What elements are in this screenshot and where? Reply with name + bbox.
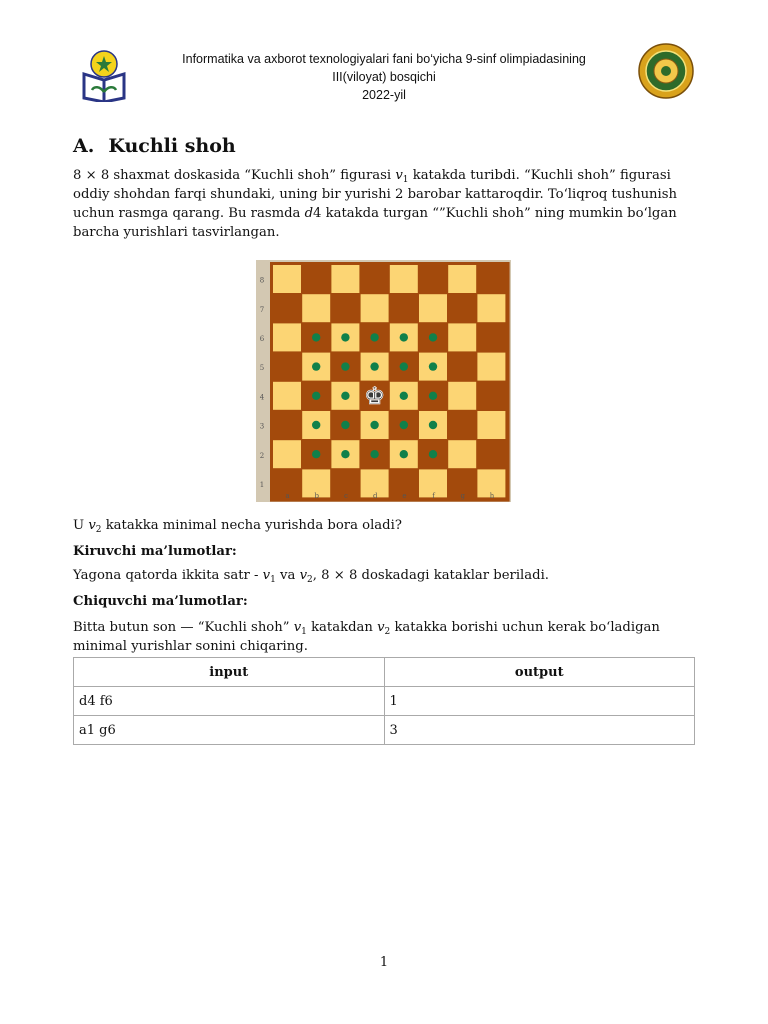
table-cell-output: 1: [384, 687, 695, 716]
square-h2: [477, 440, 505, 468]
question-text-2: katakka minimal necha yurishda bora oladi?: [101, 518, 402, 533]
input-heading: Kiruvchi ma’lumotlar:: [73, 544, 237, 559]
square-b7: [302, 294, 330, 322]
header-text: [140, 50, 628, 104]
square-a4: [273, 382, 301, 410]
square-h7: [477, 294, 505, 322]
square-a7: [273, 294, 301, 322]
question-text-1: U: [73, 518, 89, 533]
square-h8: [477, 265, 505, 293]
output-description: [73, 618, 695, 656]
table-cell-input: d4 f6: [74, 687, 385, 716]
move-dot-f6: [429, 333, 437, 341]
input-text-2: va: [275, 568, 300, 583]
var-v1: v: [395, 168, 403, 183]
rank-label: 2: [259, 451, 265, 460]
output-heading: Chiquvchi ma’lumotlar:: [73, 594, 248, 609]
move-dot-e4: [400, 392, 408, 400]
var-v2: v: [88, 518, 96, 533]
rank-label: 7: [259, 305, 265, 314]
page-number: 1: [379, 955, 389, 970]
output-var-v1-sub: 1: [301, 627, 307, 637]
output-text-1: Bitta butun son — “Kuchli shoh”: [73, 620, 294, 635]
move-dot-d2: [370, 450, 378, 458]
move-dot-b5: [312, 362, 320, 370]
square-g7: [448, 294, 476, 322]
file-label: b: [314, 492, 320, 500]
square-c8: [331, 265, 359, 293]
table-header-row: [74, 658, 695, 687]
examples-table: [73, 657, 695, 745]
input-var-v2: v: [299, 568, 308, 583]
move-dot-e3: [400, 421, 408, 429]
move-dot-c5: [341, 362, 349, 370]
square-g4: [448, 382, 476, 410]
table-cell-output: 3: [384, 716, 695, 745]
square-f7: [419, 294, 447, 322]
square-h5: [477, 353, 505, 381]
input-description: [73, 566, 695, 585]
table-row: [74, 687, 695, 716]
statement-text-1: 8 × 8 shaxmat doskasida “Kuchli shoh” figurasi: [73, 168, 396, 183]
school-book-logo-icon: [80, 48, 128, 102]
rank-label: 3: [259, 422, 265, 431]
rank-label: 4: [259, 393, 265, 402]
input-text-3: , 8 × 8 doskadagi kataklar beriladi.: [312, 568, 549, 583]
statement-text-3: katakda turgan “”Kuchli shoh” ning mumkin bo‘lgan barcha yurishlari tasvirlangan.: [73, 206, 677, 240]
rank-label: 8: [259, 276, 265, 285]
square-a8: [273, 265, 301, 293]
file-label: g: [460, 492, 466, 500]
move-dot-c6: [341, 333, 349, 341]
square-a6: [273, 323, 301, 351]
seal-emblem-icon: [637, 43, 695, 99]
square-c7: [331, 294, 359, 322]
square-d4-number: 4: [313, 206, 322, 221]
question-text: [73, 516, 695, 535]
move-dot-f2: [429, 450, 437, 458]
move-dot-e2: [400, 450, 408, 458]
square-a3: [273, 411, 301, 439]
square-g3: [448, 411, 476, 439]
move-dot-b4: [312, 392, 320, 400]
rank-label: 5: [259, 364, 265, 373]
input-var-v1: v: [262, 568, 271, 583]
input-var-v2-sub: 2: [307, 575, 313, 585]
table-header-input: input: [74, 658, 385, 687]
chess-king-icon: ♚: [363, 381, 386, 410]
move-dot-c3: [341, 421, 349, 429]
move-dot-f3: [429, 421, 437, 429]
input-var-v1-sub: 1: [270, 575, 276, 585]
move-dot-e5: [400, 362, 408, 370]
header-line-2: III(viloyat) bosqichi: [332, 70, 436, 84]
file-label: a: [285, 492, 290, 500]
move-dot-d3: [370, 421, 378, 429]
output-var-v2: v: [377, 620, 385, 635]
file-label: h: [489, 492, 495, 500]
table-row: [74, 716, 695, 745]
file-label: c: [344, 492, 348, 500]
table-header-output: output: [384, 658, 695, 687]
square-a5: [273, 353, 301, 381]
problem-statement: [73, 166, 695, 242]
chessboard-figure: [256, 260, 511, 502]
move-dot-c2: [341, 450, 349, 458]
square-g6: [448, 323, 476, 351]
move-dot-d6: [370, 333, 378, 341]
square-h4: [477, 382, 505, 410]
header-line-3: 2022-yil: [362, 88, 406, 102]
square-g8: [448, 265, 476, 293]
square-b8: [302, 265, 330, 293]
file-label: d: [372, 492, 378, 500]
output-var-v2-sub: 2: [384, 627, 391, 637]
move-dot-f5: [429, 362, 437, 370]
rank-label: 1: [259, 481, 265, 489]
square-h3: [477, 411, 505, 439]
chessboard: [256, 260, 511, 502]
statement-text-2: katakda turibdi. “Kuchli shoh” figurasi oddiy shohdan farqi shundaki, uning bir yurishi 2 barobar kattaroqdir. To‘liqroq tushunish uchun rasmga qarang. Bu rasmda: [73, 168, 678, 221]
section-number: A.: [73, 135, 95, 157]
table-cell-input: a1 g6: [74, 716, 385, 745]
output-var-v1: v: [293, 620, 302, 635]
output-text-2: katakdan: [306, 620, 378, 635]
square-a2: [273, 440, 301, 468]
move-dot-e6: [400, 333, 408, 341]
move-dot-f4: [429, 392, 437, 400]
square-d7: [361, 294, 389, 322]
square-g2: [448, 440, 476, 468]
move-dot-b6: [312, 333, 320, 341]
move-dot-d5: [370, 362, 378, 370]
square-e7: [390, 294, 418, 322]
square-e8: [390, 265, 418, 293]
file-label: e: [402, 492, 407, 500]
square-h6: [477, 323, 505, 351]
move-dot-c4: [341, 392, 349, 400]
square-d8: [361, 265, 389, 293]
move-dot-b3: [312, 421, 320, 429]
rank-label: 6: [259, 335, 265, 343]
move-dot-b2: [312, 450, 320, 458]
input-text-1: Yagona qatorda ikkita satr -: [73, 568, 263, 583]
var-v2-sub: 2: [95, 525, 102, 535]
section-title: [73, 135, 236, 157]
square-d4-letter: d: [304, 206, 314, 221]
page-header: [0, 0, 768, 110]
section-title-text: Kuchli shoh: [108, 135, 236, 157]
square-f8: [419, 265, 447, 293]
header-line-1: Informatika va axborot texnologiyalari fani bo‘yicha 9-sinf olimpiadasining: [182, 52, 586, 66]
file-label: f: [432, 492, 435, 500]
output-text-3: katakka borishi uchun kerak bo‘ladigan minimal yurishlar sonini chiqaring.: [73, 620, 660, 654]
var-v1-sub: 1: [402, 175, 409, 185]
square-g5: [448, 353, 476, 381]
